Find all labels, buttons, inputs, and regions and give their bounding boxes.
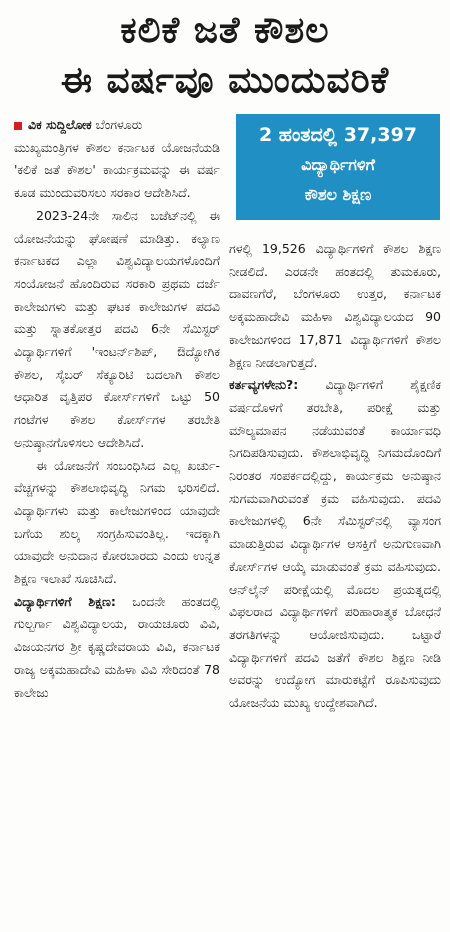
bullet-icon [14, 122, 22, 130]
paragraph-first-phase [14, 591, 220, 705]
first-phase-text: ಒಂದನೇ ಹಂತದಲ್ಲಿ ಗುಲ್ಬರ್ಗಾ ವಿಶ್ವವಿದ್ಯಾಲಯ, ರಾಯಚೂರು ವಿವಿ, ವಿಜಯನಗರ ಶ್ರೀ ಕೃಷ್ಣದೇವರಾಯ ವಿವಿ, ಕರ್ನಾಟಕ ರಾಜ್ಯ ಅಕ್ಕಮಹಾದೇವಿ ಮಹಿಳಾ ವಿವಿ ಸೇರಿದಂತೆ 78 ಕಾಲೇಜು [14, 593, 220, 700]
byline-paragraph [14, 114, 220, 137]
paragraph-budget: 2023-24ನೇ ಸಾಲಿನ ಬಜೆಟ್‌ನಲ್ಲಿ ಈ ಯೋಜನೆಯನ್ನು ಘೋಷಣೆ ಮಾಡಿತ್ತು. ಕಲ್ಯಾಣ ಕರ್ನಾಟಕದ ಎಲ್ಲಾ ವಿಶ್ವವಿದ್ಯಾಲಯಗಳೊಂದಿಗೆ ಸಂಯೋಜನೆ ಹೊಂದಿರುವ ಸರಕಾರಿ ಪ್ರಥಮ ದರ್ಜೆ ಕಾಲೇಜುಗಳು ಮತ್ತು ಘಟಕ ಕಾಲೇಜುಗಳ ಪದವಿ ಮತ್ತು ಸ್ನಾತಕೋತ್ತರ ಪದವಿ 6ನೇ ಸೆಮಿಸ್ಟರ್ ವಿದ್ಯಾರ್ಥಿಗಳಿಗೆ 'ಇಂಟರ್ನ್‌ಶಿಪ್, ಔದ್ಯೋಗಿಕ ಕೌಶಲ, ಸೈಬರ್ ಸೆಕ್ಯೂರಿಟಿ ಬದಲಾಗಿ ಕೌಶಲ ಆಧಾರಿತ ವೃತ್ತಿಪರ ಕೋರ್ಸ್‌ಗಳಿಗೆ ಒಟ್ಟು 50 ಗಂಟೆಗಳ ಕೌಶಲ ಕೋರ್ಸ್‌ಗಳ ತರಬೇತಿ ಅನುಷ್ಠಾನಗೊಳಿಸಲು ಆದೇಶಿಸಿದೆ. [14, 207, 220, 450]
article-column-right [229, 238, 441, 715]
paragraph-expenses: ಈ ಯೋಜನೆಗೆ ಸಂಬಂಧಿಸಿದ ಎಲ್ಲ ಖರ್ಚು-ವೆಚ್ಚಗಳನ್ನು ಕೌಶಲಾಭಿವೃದ್ಧಿ ನಿಗಮ ಭರಿಸಲಿದೆ. ವಿದ್ಯಾರ್ಥಿಗಳು ಮತ್ತು ಕಾಲೇಜುಗಳಿಂದ ಯಾವುದೇ ಬಗೆಯ ಶುಲ್ಕ ಸಂಗ್ರಹಿಸುವಂತಿಲ್ಲ. ಇದಕ್ಕಾಗಿ ಯಾವುದೇ ಅನುದಾನ ಕೋರಬಾರದು ಎಂದು ಉನ್ನತ ಶಿಕ್ಷಣ ಇಲಾಖೆ ಸೂಚಿಸಿದೆ. [14, 457, 220, 587]
highlight-box [236, 114, 440, 220]
paragraph-duties [229, 374, 441, 715]
duties-text: ವಿದ್ಯಾರ್ಥಿಗಳಿಗೆ ಶೈಕ್ಷಣಿಕ ವರ್ಷದೊಳಗೆ ತರಬೇತಿ, ಪರೀಕ್ಷೆ ಮತ್ತು ಮೌಲ್ಯಮಾಪನ ನಡೆಯುವಂತೆ ಕಾರ್ಯಾವಧಿ ನಿಗದಿಪಡಿಸುವುದು. ಕೌಶಲಾಭಿವೃದ್ಧಿ ನಿಗಮದೊಂದಿಗೆ ನಿರಂತರ ಸಂಪರ್ಕದಲ್ಲಿದ್ದು, ಕಾರ್ಯಕ್ರಮ ಅನುಷ್ಠಾನ ಸುಗಮವಾಗಿರುವಂತೆ ಕ್ರಮ ವಹಿಸುವುದು. ಪದವಿ ಕಾಲೇಜುಗಳಲ್ಲಿ 6ನೇ ಸೆಮಿಸ್ಟರ್‌ನಲ್ಲಿ ವ್ಯಾಸಂಗ ಮಾಡುತ್ತಿರುವ ವಿದ್ಯಾರ್ಥಿಗಳ ಆಸಕ್ತಿಗೆ ಅನುಗುಣವಾಗಿ ಕೋರ್ಸ್‌ಗಳ ಆಯ್ಕೆ ಮಾಡುವಂತೆ ಕ್ರಮ ವಹಿಸುವುದು. ಆನ್‌ಲೈನ್ ಪರೀಕ್ಷೆಯಲ್ಲಿ ಮೊದಲ ಪ್ರಯತ್ನದಲ್ಲಿ ವಿಫಲರಾದ ವಿದ್ಯಾರ್ಥಿಗಳಿಗೆ ಪರಿಹಾರಾತ್ಮಕ ಬೋಧನೆ ತರಗತಿಗಳನ್ನು ಆಯೋಜಿಸುವುದು. ಒಟ್ಟಾರೆ ವಿದ್ಯಾರ್ಥಿಗಳಿಗೆ ಪದವಿ ಜತೆಗೆ ಕೌಶಲ ಶಿಕ್ಷಣ ನೀಡಿ ಅವರನ್ನು ಉದ್ಯೋಗ ಮಾರುಕಟ್ಟೆಗೆ ರೂಪಿಸುವುದು ಯೋಜನೆಯ ಮುಖ್ಯ ಉದ್ದೇಶವಾಗಿದೆ. [229, 377, 441, 711]
byline: ವಿಕ ಸುದ್ದಿಲೋಕ [28, 117, 92, 132]
dateline: ಬೆಂಗಳೂರು [95, 117, 143, 132]
headline [0, 0, 450, 110]
subheading-duties: ಕರ್ತವ್ಯಗಳೇನು?: [229, 377, 299, 393]
highlight-line-3: ಕೌಶಲ ಶಿಕ್ಷಣ [304, 185, 372, 204]
paragraph-second-phase: ಗಳಲ್ಲಿ 19,526 ವಿದ್ಯಾರ್ಥಿಗಳಿಗೆ ಕೌಶಲ ಶಿಕ್ಷಣ ನೀಡಲಿದೆ. ಎರಡನೇ ಹಂತದಲ್ಲಿ ತುಮಕೂರು, ದಾವಣಗೆರೆ, ಬೆಂಗಳೂರು ಉತ್ತರ, ಕರ್ನಾಟಕ ಅಕ್ಕಮಹಾದೇವಿ ಮಹಿಳಾ ವಿಶ್ವವಿದ್ಯಾಲಯದ 90 ಕಾಲೇಜುಗಳಿಂದ 17,871 ವಿದ್ಯಾರ್ಥಿಗಳಿಗೆ ಕೌಶಲ ಶಿಕ್ಷಣ ನೀಡಲಾಗುತ್ತದೆ. [229, 241, 441, 370]
headline-line-2: ಈ ವರ್ಷವೂ ಮುಂದುವರಿಕೆ [60, 60, 390, 101]
highlight-line-1: 2 ಹಂತದಲ್ಲಿ 37,397 [258, 124, 418, 146]
article-column-left [14, 114, 220, 704]
headline-line-1: ಕಲಿಕೆ ಜತೆ ಕೌಶಲ [120, 10, 330, 51]
highlight-line-2: ವಿದ್ಯಾರ್ಥಿಗಳಿಗೆ [301, 155, 375, 174]
paragraph-intro: ಮುಖ್ಯಮಂತ್ರಿಗಳ ಕೌಶಲ ಕರ್ನಾಟಕ ಯೋಜನೆಯಡಿ 'ಕಲಿಕೆ ಜತೆ ಕೌಶಲ' ಕಾರ್ಯಕ್ರಮವನ್ನು ಈ ವರ್ಷ ಕೂಡ ಮುಂದುವರಿಸಲು ಸರಕಾರ ಆದೇಶಿಸಿದೆ. [14, 139, 220, 201]
subheading-education: ವಿದ್ಯಾರ್ಥಿಗಳಿಗೆ ಶಿಕ್ಷಣ: [14, 593, 116, 609]
